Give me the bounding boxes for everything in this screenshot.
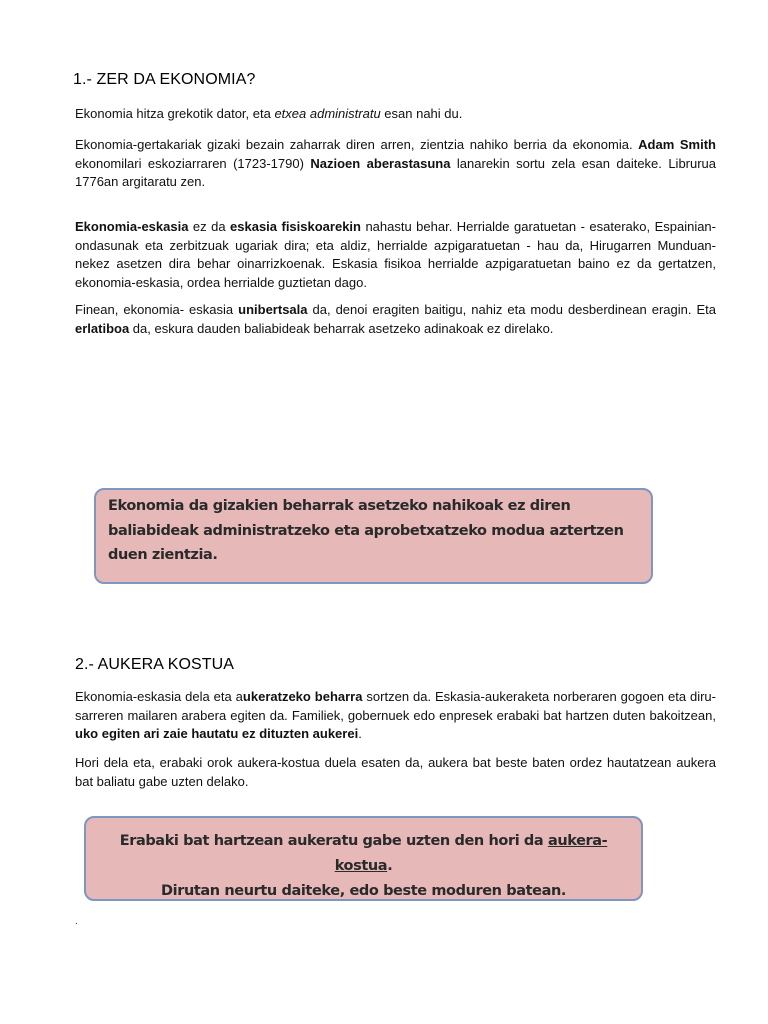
definition-line-1: Ekonomia da gizakien beharrak asetzeko nahikoak ez diren [108,498,571,514]
definition-callout-box [94,488,653,584]
section-1-paragraph-3: Ekonomia-eskasia ez da eskasia fisiskoarekin nahastu behar. Herrialde garatuetan - esaterako, Espainian- ondasunak eta zerbitzuak ugariak dira; eta aldiz, herrialde azpigaratuetan - hau da, Hirugarren Munduan- nekez asetzen dira behar oinarrizkoenak. Eskasia fisikoa herrialde azpigaratuetan baino ez da gertatzen, ekonomia-eskasia, ordea herrialde guztietan dago. [75,219,716,290]
opportunity-cost-callout-box [84,816,643,901]
definition-line-2: baliabideak administratzeko eta aprobetxatzeko modua aztertzen [108,522,624,539]
opportunity-cost-line-1: Erabaki bat hartzean aukeratu gabe uzten den hori da aukera-kostua. [119,833,608,874]
opportunity-cost-term: aukera-kostua [334,833,608,874]
trailing-period: . [75,916,78,927]
section-1-paragraph-1: Ekonomia hitza grekotik dator, eta etxea administratu esan nahi du. [75,106,463,121]
section-1-heading: 1.- ZER DA EKONOMIA? [73,71,256,88]
opportunity-cost-line-2: Dirutan neurtu daiteke, edo beste moduren batean. [161,883,566,899]
definition-line-3: duen zientzia. [108,547,218,563]
section-2-paragraph-1: Ekonomia-eskasia dela eta aukeratzeko beharra sortzen da. Eskasia-aukeraketa norberaren gogoen eta diru-sarreren mailaren arabera egiten da. Familiek, gobernuek edo enpresek erabaki bat hartzen duten bakoitzean, uko egiten ari zaie hautatu ez dituzten aukerei. [75,689,716,741]
section-2-paragraph-2: Hori dela eta, erabaki orok aukera-kostua duela esaten da, aukera bat beste baten ordez hautatzean aukera bat baliatu gabe uzten delako. [75,755,716,789]
section-1-paragraph-4: Finean, ekonomia- eskasia unibertsala da, denoi eragiten baitigu, nahiz eta modu desberdinean eragin. Eta erlatiboa da, eskura dauden baliabideak beharrak asetzeko adinakoak ez direlako. [75,302,716,336]
section-2-heading: 2.- AUKERA KOSTUA [75,656,235,673]
section-1-paragraph-2: Ekonomia-gertakariak gizaki bezain zaharrak diren arren, zientzia nahiko berria da ekonomia. Adam Smith ekonomilari eskoziarraren (1723-1790) Nazioen aberastasuna lanarekin sortu zela esan daiteke. Librurua 1776an argitaratu zen. [75,137,717,189]
